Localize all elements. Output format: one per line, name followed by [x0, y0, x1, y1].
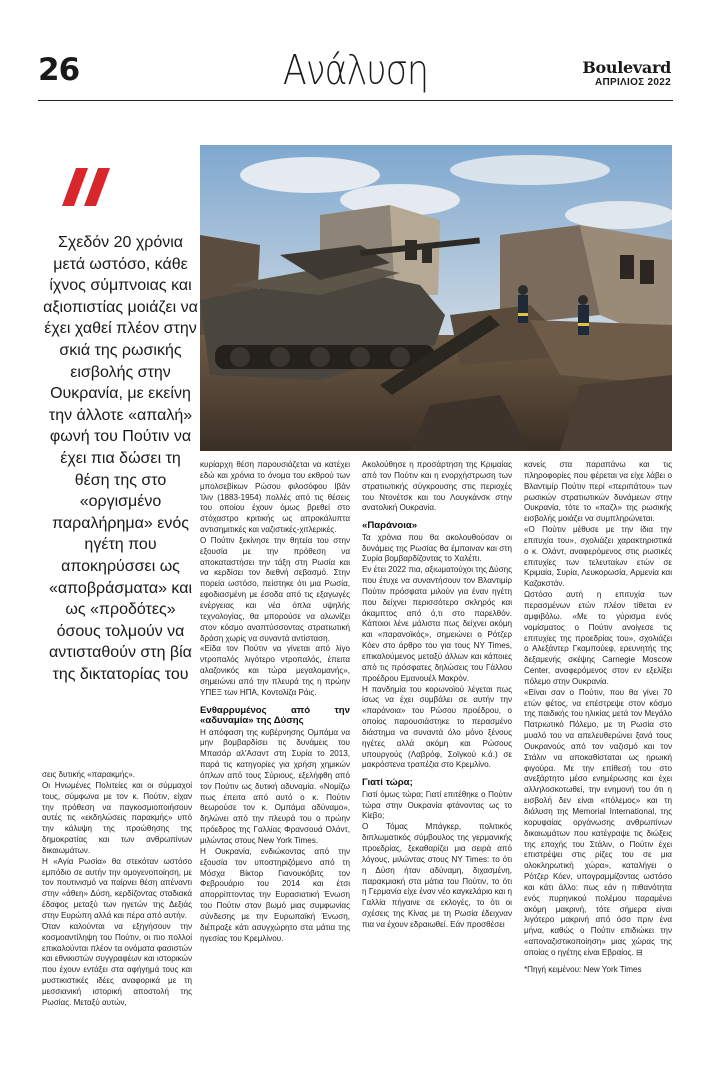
subheading: Ενθαρρυμένος από την «αδυναμία» της Δύσης — [200, 704, 350, 727]
paragraph: Όταν καλούνται να εξηγήσουν την κοσμοαντίληψη του Πούτιν, οι πιο πολλοί επικαλούνται πλέον τα ονόματα φασιστών και εθνικιστών συγγραφέων και ιστορικών που έχουν εντάξει στα αφήγημά τους και μυστικιστικές ιδέες αναφορικά με τη μεσσιανική ιστορική αποστολή της Ρωσίας. Μεταξύ αυτών, — [42, 921, 192, 1007]
paragraph: Η πανδημία του κορωνοϊού λέγεται πως ίσως να έχει συμβάλει σε αυτήν την «παράνοια» του Ρώσου προέδρου, ο οποίος παρουσιάστηκε το περασμένο διάστημα να συναντά όλο μόνο ξένους ηγέτες αλλά ακόμη και Ρώσους υπουργούς (Λαβρόφ, Σοϊγκού κ.ά.) σε μακρόστενα τραπέζια στο Κρεμλίνο. — [362, 684, 512, 770]
paragraph: Ακολούθησε η προσάρτηση της Κριμαίας από τον Πούτιν και η ενορχήστρωση των στρατιωτικής σύγκρουσης στις περιοχές του Ντονέτσκ και του Λουγκάνσκ στην ανατολική Ουκρανία. — [362, 460, 512, 513]
paragraph: «Ο Πούτιν μέθυσε με την ίδια την επιτυχία του», σχολιάζει χαρακτηριστικά ο κ. Ολάντ, αναφερόμενος στις ρωσικές επιτυχίες των τελευταίων ετών σε Κριμαία, Συρία, Λευκορωσία, Αρμενία και Καζακστάν. — [524, 525, 672, 589]
paragraph: Η Ουκρανία, ενδιώκοντας από την εξουσία τον υποστηριζόμενο από τη Μόσχα Βίκτορ Γιανουκόβιτς τον Φεβρουάριο του 2014 και έτσι απορρίπτοντας την Ευρασιατική Ένωση του Πούτιν στον βωμό μιας συμφωνίας σύνδεσης με την Ευρωπαϊκή Ένωση, διέπραξε κάτι ασυγχώρητο στα μάτια της ηγεσίας του Κρεμλίνου. — [200, 846, 350, 943]
paragraph: Ο Πούτιν ξεκίνησε την θητεία του στην εξουσία με την πρόθεση να αποκαταστήσει την τάξη στη Ρωσία και να κερδίσει τον διεθνή σεβασμό. Στην πορεία ωστόσο, πείστηκε ότι μια Ρωσία, εφοδιασμένη με έσοδα από τις εξαγωγές ενέργειας και νέα όπλα υψηλής τεχνολογίας, θα μπορούσε να αλωνίζει στον κόσμο αναπτύσσοντας στρατιωτική δράση χωρίς να συναντά αντίσταση. — [200, 535, 350, 643]
paragraph: Τα χρόνια που θα ακολουθούσαν οι δυνάμεις της Ρωσίας θα έμπαιναν και στη Συρία βομβαρδίζοντας το Χαλέπι. — [362, 532, 512, 564]
paragraph: «Είναι σαν ο Πούτιν, που θα γίνει 70 ετών φέτος, να επέστρεψε στον κόσμο της παιδικής του ηλικίας μετά τον Μεγάλο Πατριωτικό Πόλεμο, με τη Ρωσία στο μυαλό του να απελευθερώνει ξανά τους Ουκρανούς από τον ναζισμό και τον Στάλιν να αποκαθίσταται ως ηρωική φιγούρα. Με την επίθεσή του στο ανεξάρτητο μέσο ενημέρωσης και έχει αλληλοσκοτωθεί, την ενημονή του ότι η εισβολή δεν είναι «πόλεμος» και τη διάλυση της Memorial International, της κορυφαίας οργάνωσης ανθρωπίνων δικαιωμάτων που κατέγραψε τις διώξεις της εποχής του Στάλιν, ο Πούτιν έχει επιστρέψει στις ρίζες του σε μια ολοκληρωτική χώρα», καταλήγει ο Ρότζερ Κόεν, υπογραμμίζοντας ωστόσο και κάτι άλλο: πως εάν η πιθανότητα ενός πυρηνικού πολέμου παραμένει ακόμη μακρινή, τότε σήμερα είναι λιγότερο μακρινή από όσο πριν ένα μήνα, καθώς ο Πούτιν επιδιώκει την «αποναζιστικοποίηση» μιας χώρας της οποίας ο ηγέτης είναι Εβραίος. ⊟ — [524, 687, 672, 957]
paragraph: κυρίαρχη θέση παρουσιάζεται να κατέχει εδώ και χρόνια το όνομα του εκθρού των μπολσεβίκων Ρώσου φιλοσόφου Ιβάν Ίλιν (1883-1954) πολλές από τις θέσεις του οποίου έχουν όμως βρεθεί στο στόχαστρο κριτικής ως απροκάλυπτα αντισημιτικές και ναζιστικές-χιτλερικές. — [200, 460, 350, 535]
section-title: Ανάλυση — [282, 46, 429, 94]
magazine-name: Boulevard — [582, 58, 671, 77]
header-divider — [38, 100, 673, 101]
source-credit: *Πηγή κειμένου: New York Times — [524, 964, 642, 974]
paragraph: Ωστόσο αυτή η επιτυχία των περασμένων ετών πλέον τίθεται εν αμφιβόλω. «Με το γύρισμα ενός νομίσματος ο Πούτιν ανοίγεσε τις επιτυχίες της προεδρίας του», σχολιάζει ο Αλεξάντερ Γκαμπούεφ, ερευνητής της δεξαμενής σκέψης Carnegie Moscow Center, αναφερόμενος στον εν εξελίξει πόλεμο στην Ουκρανία. — [524, 590, 672, 686]
paragraph: σεις δυτικής «παρακμής». — [42, 770, 135, 779]
text-column-3 — [362, 460, 512, 931]
article-photo — [200, 145, 672, 451]
text-column-2 — [200, 460, 350, 944]
paragraph: «Είδα τον Πούτιν να γίνεται από λίγο ντροπαλός λιγότερο ντροπαλός, έπειτα αλαζονικός και τώρα μεγαλομανής», σημειώνει από την πλευρά της η πρώην ΥΠΕΞ των ΗΠΑ, Κοντολίζα Ράις. — [200, 644, 350, 697]
magazine-masthead — [582, 60, 671, 88]
paragraph: Η απόφαση της κυβέρνησης Ομπάμα να μην βομβαρδίσει τις δυνάμεις του Μπασάρ αλ'Ασαντ στη Συρία το 2013, παρά τις κατηγορίες για χρήση χημικών όπλων από τους Σύριους, εξελήφθη από τον Πούτιν ως δυτική αδυναμία. «Νομίζω πως έπειτα από αυτό ο κ. Πούτιν θεωρούσε τον κ. Ομπάμα αδύναμο», δηλώνει από την πλευρά του ο πρώην πρόεδρος της Γαλλίας Φρανσουά Ολάντ, μιλώντας στους New York Times. — [200, 727, 350, 845]
paragraph: Γιατί όμως τώρα; Γιατί επιτέθηκε ο Πούτιν τώρα στην Ουκρανία φτάνοντας ως το Κίεβο; — [362, 789, 512, 821]
issue-date: ΑΠΡΙΛΙΟΣ 2022 — [594, 77, 671, 88]
subheading: Γιατί τώρα; — [362, 777, 413, 789]
paragraph: κανείς στα παραπάνω και τις πληροφορίες που φέρεται να είχε λάβει ο Βλαντιμίρ Πούτιν περί «περιπάτου» των ρωσικών στρατιωτικών δυνάμεων στην Ουκρανία, τότε το «παζλ» της ρωσικής εισβολής μοιάζει να συμπληρώνεται. — [524, 460, 672, 524]
page-number: 26 — [38, 52, 80, 88]
paragraph: Εν έτει 2022 πια, αξιωματούχοι της Δύσης που έτυχε να συναντήσουν τον Βλαντιμίρ Πούτιν πρόσφατα μιλούν για έναν ηγέτη που δείχνει περισσότερο σκληρός και άκαμπτος από ό,τι στο παρελθόν. Κάποιοι λένε μάλιστα πως δείχνει ακόμη και «παρανοϊκός», σημειώνει ο Ρότζερ Κόεν στο άρθρο του για τους NY Times, επικαλούμενος μεταξύ άλλων και κάποιες από τις πρόσφατες δηλώσεις του Γάλλου προέδρου Εμανουέλ Μακρόν. — [362, 565, 512, 683]
text-column-4 — [524, 460, 672, 976]
paragraph: Η «Αγία Ρωσία» θα στεκόταν ωστόσο εμπόδιο σε αυτήν την ομογενοποίηση, με τον πουτινισμό να παίρνει θέση απέναντι στην «άθεη» Δύση, κερδίζοντας σταδιακά έδαφος μεταξύ των ηγετών της Δεξιάς στην Ευρώπη αλλά και πέρα από αυτήν. — [42, 856, 192, 920]
paragraph: Οι Ηνωμένες Πολιτείες και οι σύμμαχοί τους, σύμφωνα με τον κ. Πούτιν, είχαν την πρόθεση να παγκοσμιοποιήσουν αυτές τις «εκδηλώσεις παρακμής» υπό την κάλυψη της προώθησης της δημοκρατίας και των ανθρωπίνων δικαιωμάτων. — [42, 780, 192, 855]
paragraph: Ο Τόμας Μπάγκερ, πολιτικός διπλωματικός σύμβουλος της γερμανικής προεδρίας, ξεκαθαρίζει μια σειρά από λόγους, μιλώντας στους NY Times: το ότι η Δύση ήταν αδύναμη, διχασμένη, παρακμιακή στα μάτια του Πούτιν, το ότι η Γερμανία είχε έναν νέο καγκελάριο και η Γαλλία πήγαινε σε εκλογές, το ότι οι σχέσεις της Κίνας με τη Ρωσία έδειχναν πια να έχουν εδραιωθεί. Εάν προσθέσει — [362, 822, 512, 929]
quote-mark-icon — [62, 168, 110, 213]
pull-quote: Σχεδόν 20 χρόνια μετά ωστόσο, κάθε ίχνος σύμπνοιας και αξιοπιστίας μοιάζει να έχει χαθεί πλέον στην σκιά της ρωσικής εισβολής στην Ουκρανία, με εκείνη την άλλοτε «απαλή» φωνή του Πούτιν να έχει πια δώσει τη θέση της στο «οργισμένο παραλήρημα» ενός ηγέτη που αποκηρύσσει ως «αποβράσματα» και ως «προδότες» όσους τολμούν να αντισταθούν στη βία της δικτατορίας του — [43, 234, 198, 683]
text-column-1 — [42, 770, 192, 1009]
subheading: «Παράνοια» — [362, 520, 418, 532]
